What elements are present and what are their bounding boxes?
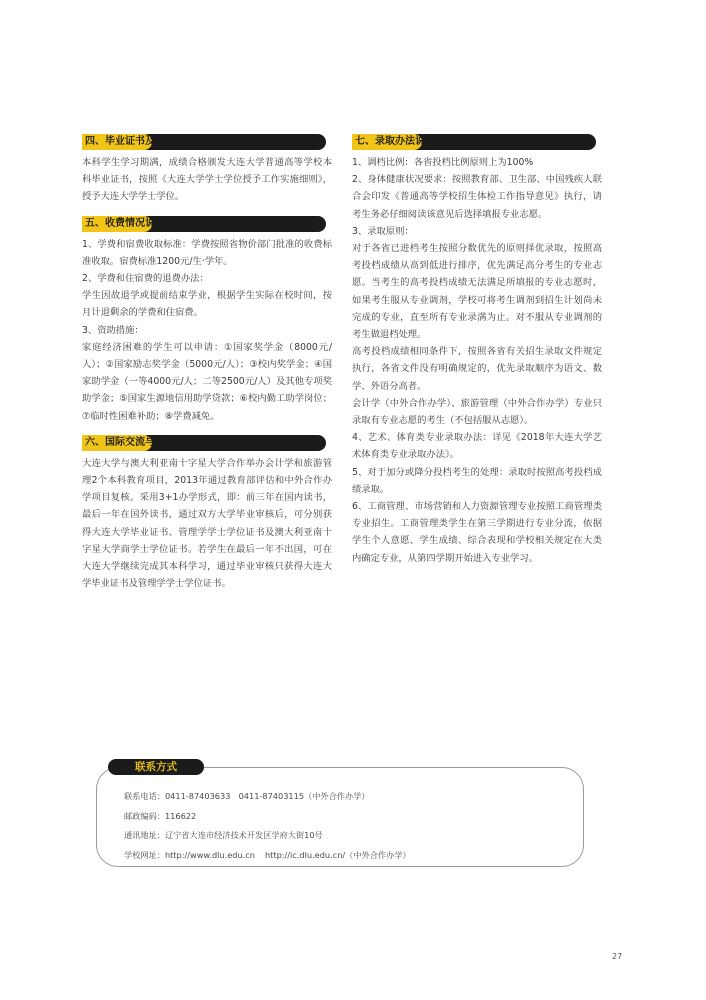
website-link-intl[interactable]: http://ic.dlu.edu.cn/（中外合作办学） <box>264 849 411 860</box>
contact-postcode: 邮政编码：116622 <box>124 810 197 821</box>
paragraph: 3、录取原则： <box>352 225 414 237</box>
section-heading-fees <box>82 216 332 232</box>
paragraph: 高考投档成绩相同条件下，按照各省有关招生录取文件规定执行，各省文件没有明确规定的，优先录取顺序为语文、数学、外语分高者。 <box>352 346 602 392</box>
section-heading-international <box>82 435 332 451</box>
paragraph: 对于各省已进档考生按照分数优先的原则择优录取，按照高考投档成绩从高到低进行排序，优先满足高分考生的专业志愿。当考生的高考投档成绩无法满足所填报的专业志愿时，如果考生服从专业调剂，学校可将考生调剂到招生计划尚未完成的专业，直至所有专业录满为止。对不服从专业调剂的考生做退档处理。 <box>352 243 602 341</box>
paragraph: 1、调档比例：各省投档比例原则上为100% <box>352 157 534 168</box>
contact-phone: 联系电话：0411-87403633 0411-87403115（中外合作办学） <box>124 791 370 801</box>
contact-title: 联系方式 <box>135 761 177 773</box>
paragraph: 2、学费和住宿费的退费办法： <box>82 273 209 285</box>
section-title: 五、收费情况说明 <box>85 217 165 229</box>
paragraph: 2、身体健康状况要求：按照教育部、卫生部、中国残疾人联合会印发《普通高等学校招生体检工作指导意见》执行，请考生务必仔细阅读该意见后选择填报专业志愿。 <box>352 174 602 220</box>
paragraph: 3、资助措施： <box>82 324 144 336</box>
contact-address: 通讯地址：辽宁省大连市经济技术开发区学府大街10号 <box>124 830 323 840</box>
left-column <box>82 134 332 592</box>
paragraph: 会计学（中外合作办学）、旅游管理（中外合作办学）专业只录取有专业志愿的考生（不包括服从志愿）。 <box>352 397 602 427</box>
paragraph: 家庭经济困难的学生可以申请：①国家奖学金（8000元/人）；②国家励志奖学金（5000元/人）；③校内奖学金；④国家助学金（一等4000元/人；二等2500元/人）及其他专项奖助学金；⑤国家生源地信用助学贷款；⑥校内勤工助学岗位；⑦临时性困难补助；⑧学费减免。 <box>82 341 332 422</box>
contact-box <box>96 761 584 867</box>
section-title: 七、录取办法说明 <box>355 136 435 147</box>
paragraph: 大连大学与澳大利亚南十字星大学合作举办会计学和旅游管理2个本科教育项目，2013年通过教育部评估和中外合作办学项目复核。采用3+1办学形式，即：前三年在国内读书，最后一年在国外读书，通过双方大学毕业审核后，可分别获得大连大学毕业证书、管理学学士学位证书及澳大利亚南十字星大学商学士学位证书。若学生在最后一年不出国，可在大连大学继续完成其本科学习，通过毕业审核只获得大连大学毕业证书及管理学学士学位证书。 <box>82 457 332 590</box>
contact-title-tab <box>108 759 204 775</box>
section-heading-admission <box>352 134 602 150</box>
contact-website <box>124 846 411 866</box>
right-column <box>352 134 602 567</box>
paragraph: 6、工商管理、市场营销和人力资源管理专业按照工商管理类专业招生。工商管理类学生在第三学期进行专业分流，依据学生个人意愿、学生成绩、综合表现和学校相关规定在大类内确定专业，从第四学期开始进入专业学习。 <box>352 501 602 564</box>
section-title: 六、国际交流与合作方面说明 <box>85 436 215 448</box>
section-heading-graduation <box>82 134 332 150</box>
paragraph: 5、对于加分或降分投档考生的处理：录取时按照高考投档成绩录取。 <box>352 466 602 495</box>
section-title: 四、毕业证书及学位证书说明 <box>85 136 215 147</box>
paragraph: 4、艺术、体育类专业录取办法：详见《2018年大连大学艺术体育类专业录取办法》。 <box>352 432 602 461</box>
paragraph: 学生因故退学或提前结束学业，根据学生实际在校时间，按月计退剩余的学费和住宿费。 <box>82 290 332 319</box>
website-link-main[interactable]: 学校网址：http://www.dlu.edu.cn <box>124 849 255 860</box>
paragraph: 1、学费和宿费收取标准：学费按照省物价部门批准的收费标准收取。宿费标准1200元/生·学年。 <box>82 238 332 267</box>
contact-lines <box>124 787 411 865</box>
paragraph: 本科学生学习期满，成绩合格颁发大连大学普通高等学校本科毕业证书，按照《大连大学学士学位授予工作实施细则》，授予大连大学学士学位。 <box>82 157 332 203</box>
page-number: 27 <box>612 952 623 961</box>
